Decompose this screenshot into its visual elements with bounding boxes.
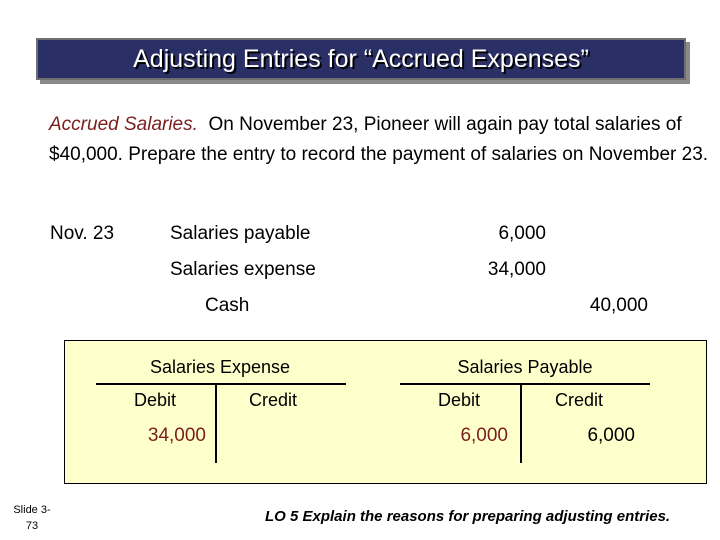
t-account-divider bbox=[215, 383, 217, 463]
slide-number: Slide 3-73 bbox=[13, 504, 51, 532]
t-account-top-rule bbox=[400, 383, 650, 385]
t-credit-amount: 6,000 bbox=[587, 425, 635, 446]
entry-account-1: Salaries payable bbox=[170, 223, 311, 244]
t-credit-label: Credit bbox=[248, 390, 297, 410]
title-banner bbox=[36, 38, 686, 80]
t-debit-label: Debit bbox=[133, 390, 177, 410]
t-account-name: Salaries Payable bbox=[457, 357, 593, 377]
intro-body: On November 23, Pioneer will again pay total salaries of $40,000. Prepare the entry to record the payment of salaries on November 23. bbox=[49, 114, 709, 165]
slide-title: Adjusting Entries for “Accrued Expenses” bbox=[133, 45, 589, 73]
t-debit-amount: 34,000 bbox=[147, 425, 206, 446]
learning-objective-footer: LO 5 Explain the reasons for preparing adjusting entries. bbox=[265, 508, 671, 525]
entry-date: Nov. 23 bbox=[50, 223, 115, 244]
t-account-divider bbox=[520, 383, 522, 463]
t-debit-label: Debit bbox=[437, 390, 481, 410]
t-account-top-rule bbox=[96, 383, 346, 385]
entry-credit-3: 40,000 bbox=[589, 295, 648, 316]
entry-account-3: Cash bbox=[205, 295, 250, 316]
entry-debit-2: 34,000 bbox=[487, 259, 546, 280]
entry-account-2: Salaries expense bbox=[170, 259, 316, 280]
t-debit-amount: 6,000 bbox=[460, 425, 508, 446]
intro-lead: Accrued Salaries. bbox=[49, 114, 198, 135]
entry-debit-1: 6,000 bbox=[498, 223, 546, 244]
t-account-name: Salaries Expense bbox=[149, 357, 291, 377]
t-credit-label: Credit bbox=[554, 390, 603, 410]
intro-paragraph bbox=[49, 110, 709, 169]
